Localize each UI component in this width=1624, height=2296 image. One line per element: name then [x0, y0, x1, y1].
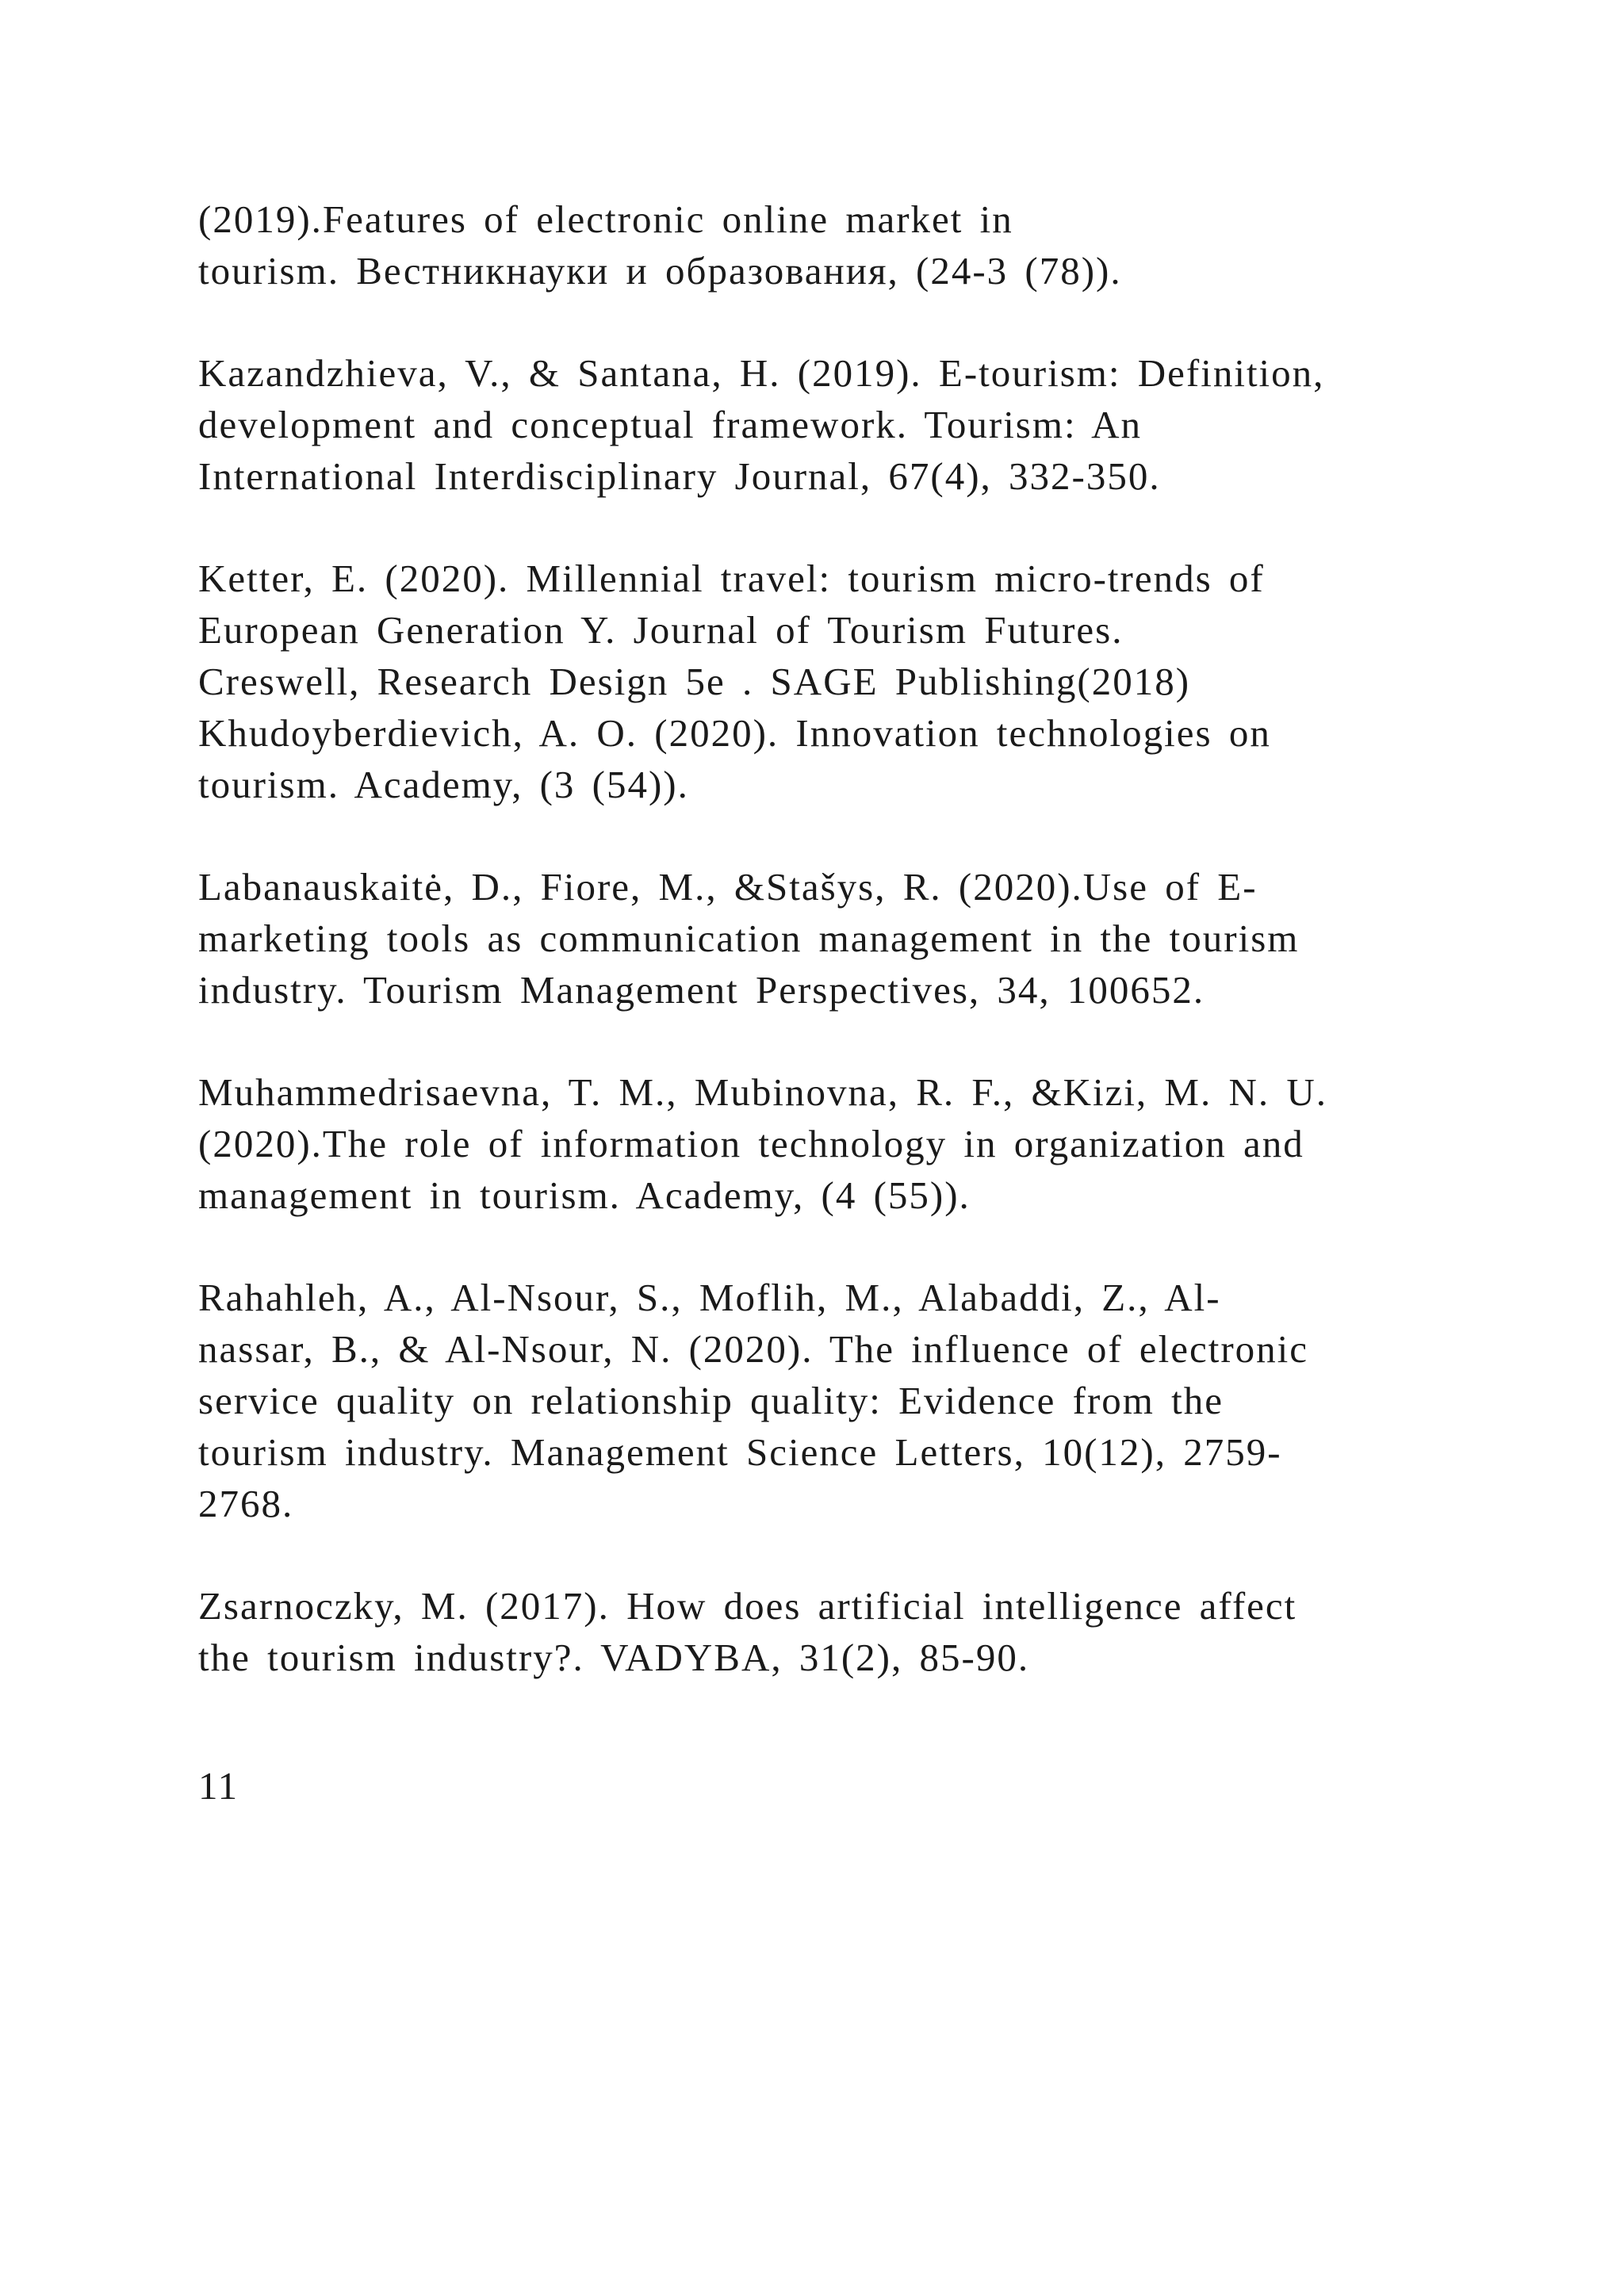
reference-entry [198, 553, 1467, 810]
reference-line: International Interdisciplinary Journal, 67(4), 332-350. [198, 454, 1161, 498]
reference-entry [198, 1272, 1467, 1529]
reference-line: Ketter, E. (2020). Millennial travel: tourism micro-trends of [198, 557, 1265, 600]
reference-line: development and conceptual framework. Tourism: An [198, 403, 1143, 446]
reference-line: Creswell, Research Design 5e . SAGE Publishing(2018) [198, 660, 1191, 703]
reference-entry [198, 193, 1467, 297]
reference-line: Zsarnoczky, M. (2017). How does artificial intelligence affect [198, 1584, 1297, 1628]
reference-line: Rahahleh, A., Al-Nsour, S., Moflih, M., Alabaddi, Z., Al- [198, 1276, 1221, 1319]
reference-line: Labanauskaitė, D., Fiore, M., &Stašys, R. (2020).Use of E- [198, 865, 1258, 909]
reference-line: the tourism industry?. VADYBA, 31(2), 85-90. [198, 1636, 1030, 1679]
reference-line: tourism. Academy, (3 (54)). [198, 763, 689, 806]
reference-line: tourism. Вестникнауки и образования, (24-3 (78)). [198, 249, 1122, 293]
reference-line: nassar, B., & Al-Nsour, N. (2020). The influence of electronic [198, 1327, 1309, 1371]
reference-entry [198, 1066, 1467, 1221]
reference-entry [198, 347, 1467, 502]
page-number: 11 [198, 1764, 239, 1808]
reference-line: management in tourism. Academy, (4 (55)). [198, 1173, 971, 1217]
reference-line: industry. Tourism Management Perspectives, 34, 100652. [198, 968, 1205, 1012]
reference-list [198, 193, 1467, 1734]
reference-line: (2019).Features of electronic online market in [198, 197, 1013, 241]
reference-line: European Generation Y. Journal of Tourism Futures. [198, 608, 1124, 652]
reference-entry [198, 861, 1467, 1016]
reference-line: 2768. [198, 1482, 294, 1525]
reference-entry [198, 1580, 1467, 1683]
reference-line: marketing tools as communication management in the tourism [198, 916, 1300, 960]
reference-line: Khudoyberdievich, A. O. (2020). Innovation technologies on [198, 711, 1271, 755]
reference-line: tourism industry. Management Science Letters, 10(12), 2759- [198, 1430, 1282, 1474]
reference-line: service quality on relationship quality: Evidence from the [198, 1379, 1224, 1422]
reference-line: Muhammedrisaevna, T. M., Mubinovna, R. F., &Kizi, M. N. U. [198, 1070, 1328, 1114]
reference-line: Kazandzhieva, V., & Santana, H. (2019). E-tourism: Definition, [198, 351, 1325, 395]
reference-line: (2020).The role of information technology in organization and [198, 1122, 1304, 1165]
